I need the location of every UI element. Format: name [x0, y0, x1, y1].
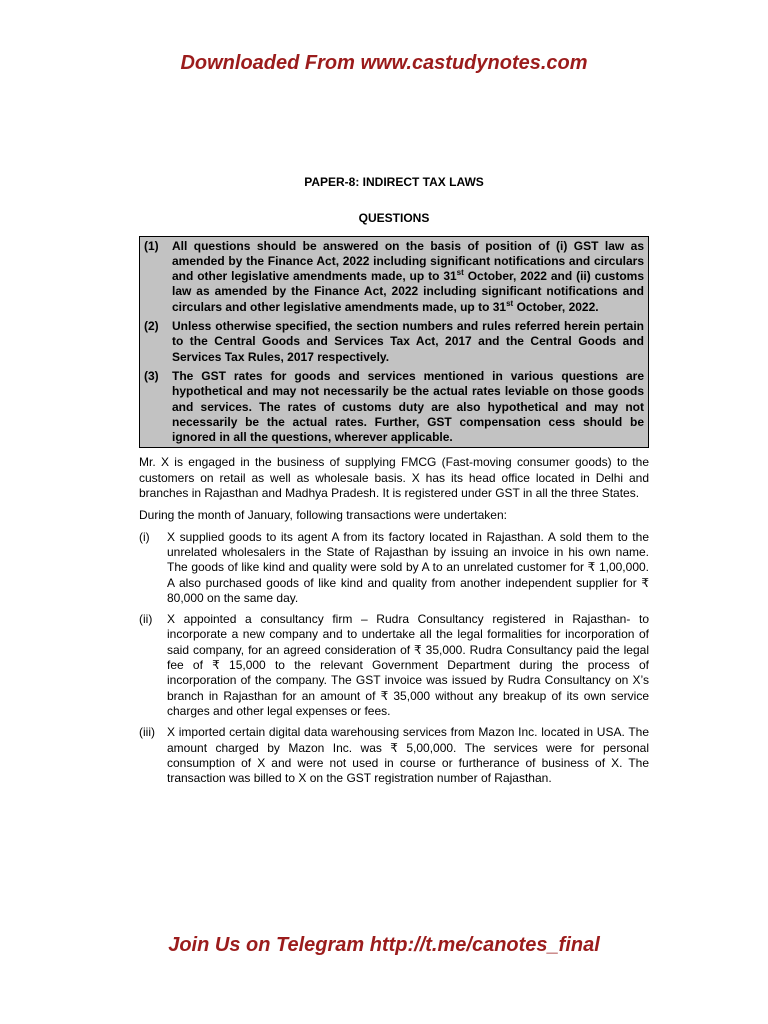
transaction-text: X imported certain digital data warehousing services from Mazon Inc. located in USA. The amount charged by Mazon Inc. was ₹ 5,00,000. The services were for personal consumption of X and were not used in course or furtherance of business of X. The transaction was billed to X on the GST registration number of Rajasthan. [167, 725, 649, 786]
transaction-item [139, 725, 649, 786]
section-title: QUESTIONS [358, 211, 430, 226]
instructions-box [139, 236, 649, 449]
transaction-text: X supplied goods to its agent A from its factory located in Rajasthan. A sold them to the unrelated wholesalers in the State of Rajasthan by issuing an invoice in his own name. The goods of like kind and quality were sold by A to an unrelated customer for ₹ 1,00,000. A also purchased goods of like kind and quality from another independent supplier for ₹ 80,000 on the same day. [167, 529, 649, 605]
question-intro: Mr. X is engaged in the business of supplying FMCG (Fast-moving consumer goods) to the customers on retail as well as wholesale basis. X has its head office located in Delhi and branches in Rajasthan and Madhya Pradesh. It is registered under GST in all the three States. [139, 455, 649, 501]
instruction-number: (2) [144, 319, 159, 334]
transaction-item [139, 612, 649, 719]
instruction-item [144, 239, 644, 315]
transaction-text: X appointed a consultancy firm – Rudra Consultancy registered in Rajasthan- to incorporate a new company and to undertake all the legal formalities for incorporation of said company, for an agreed consideration of ₹ 35,000. Rudra Consultancy paid the legal fee of ₹ 15,000 to the relevant Government Department during the process of incorporation of the company. The GST invoice was issued by Rudra Consultancy on X’s branch in Rajasthan for an amount of ₹ 35,000 without any breakup of its own service charges and other legal expenses or fees. [167, 612, 649, 718]
instruction-number: (3) [144, 368, 159, 383]
question-lead: During the month of January, following transactions were undertaken: [139, 508, 507, 523]
instruction-number: (1) [144, 238, 159, 253]
paper-title: PAPER-8: INDIRECT TAX LAWS [304, 175, 484, 189]
instruction-item [144, 369, 644, 445]
telegram-banner: Join Us on Telegram http://t.me/canotes_final [168, 934, 600, 956]
transaction-number: (i) [139, 529, 150, 544]
transaction-number: (iii) [139, 725, 155, 740]
download-banner: Downloaded From www.castudynotes.com [180, 52, 588, 74]
instruction-text: The GST rates for goods and services mentioned in various questions are hypothetical and may not necessarily be the actual rates leviable on those goods and services. The rates of customs duty are also hypothetical and may not necessarily be the actual rates. Further, GST compensation cess should be ignored in all the questions, wherever applicable. [172, 368, 644, 445]
instruction-text: All questions should be answered on the basis of position of (i) GST law as amended by the Finance Act, 2022 including significant notifications and circulars and other legislative amendments made, up to 31st October, 2022 and (ii) customs law as amended by the Finance Act, 2022 including significant notifications and circulars and other legislative amendments made, up to 31st October, 2022. [172, 238, 644, 314]
document-page [139, 175, 649, 792]
instruction-item [144, 319, 644, 365]
instruction-text: Unless otherwise specified, the section numbers and rules referred herein pertain to the Central Goods and Services Tax Act, 2017 and the Central Goods and Services Tax Rules, 2017 respectively. [172, 319, 644, 364]
transaction-item [139, 530, 649, 606]
transaction-number: (ii) [139, 612, 153, 627]
